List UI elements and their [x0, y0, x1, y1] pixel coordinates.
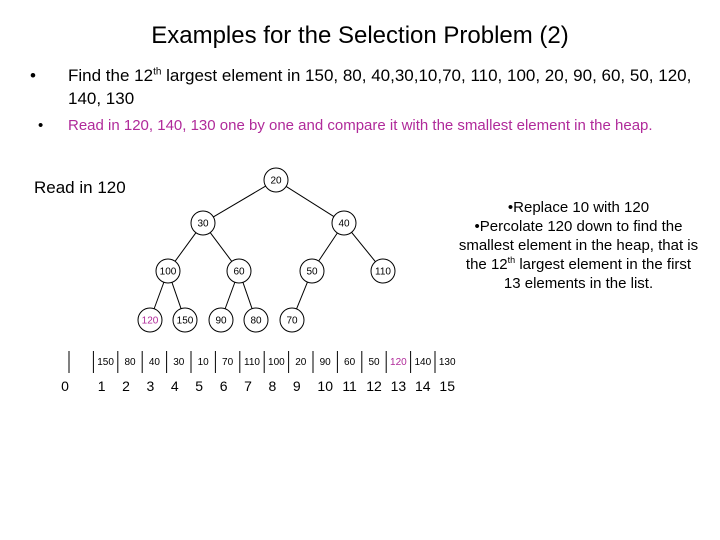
heap-node — [191, 211, 215, 235]
array-cell-value: 100 — [268, 357, 285, 368]
side-note-line1: •Replace 10 with 120 — [507, 199, 650, 216]
bullet-symbol: • — [38, 117, 44, 134]
array-index-label: 13 — [390, 378, 407, 394]
heap-node-label: 40 — [338, 218, 350, 230]
array-index-label: 15 — [439, 378, 455, 394]
tree-edge — [213, 186, 265, 217]
array-cell-value: 140 — [414, 357, 432, 368]
array-index-label: 4 — [170, 378, 179, 394]
heap-node-label: 110 — [375, 266, 391, 278]
array-index-label: 7 — [244, 378, 252, 394]
heap-node — [173, 308, 197, 332]
array-cell-value: 20 — [295, 357, 307, 368]
array-index-label: 1 — [97, 378, 106, 394]
array-index-label: 10 — [317, 378, 333, 394]
array-index-label: 11 — [342, 378, 357, 394]
array-cell-value: 30 — [173, 357, 185, 368]
slide-title: Examples for the Selection Problem (2) — [151, 22, 569, 49]
tree-edge — [352, 232, 376, 261]
heap-node-label: 150 — [176, 315, 194, 327]
array-cell-value: 120 — [390, 357, 407, 368]
array-indices — [61, 378, 455, 394]
array-cell-value: 70 — [222, 357, 234, 368]
tree-edge — [286, 186, 334, 216]
superscript-th: th — [153, 66, 162, 78]
array-index-label: 12 — [366, 378, 382, 394]
heap-node — [209, 308, 233, 332]
tree-edge — [243, 282, 252, 308]
tree-edge — [172, 282, 181, 308]
array-cell-value: 150 — [97, 357, 114, 368]
heap-node — [227, 259, 251, 283]
heap-node-label: 30 — [197, 218, 209, 230]
heap-node-label: 70 — [286, 315, 298, 327]
tree-edge — [297, 282, 308, 309]
tree-edge — [154, 282, 164, 308]
heap-node-label: 80 — [250, 315, 262, 327]
heap-node — [138, 308, 162, 332]
tree-edge — [225, 282, 235, 308]
heap-node — [300, 259, 324, 283]
array-cell-value: 40 — [148, 357, 160, 368]
array-index-label: 9 — [292, 378, 301, 394]
array-cell-value: 80 — [124, 357, 136, 368]
array-index-label: 5 — [195, 378, 204, 394]
heap-node — [332, 211, 356, 235]
array-cell-value: 50 — [368, 357, 380, 368]
bullet-symbol: • — [30, 66, 36, 85]
tree-edge — [210, 233, 232, 262]
array-cell-value: 110 — [244, 357, 260, 368]
tree-edge — [319, 233, 338, 261]
bullet-text: Read in 120, 140, 130 one by one and compare it with the smallest element in the heap. — [68, 117, 653, 134]
array-cell-value: 130 — [438, 357, 456, 368]
array-cell-value: 10 — [197, 357, 209, 368]
heap-node — [156, 259, 180, 283]
array-cell-value: 60 — [344, 357, 356, 368]
heap-node — [244, 308, 268, 332]
array-index-label: 8 — [268, 378, 277, 394]
array-index-label: 0 — [61, 378, 69, 394]
side-note-line2: •Percolate 120 down to find the smallest element in the heap, that is the 12th largest element in the first 13 elements in the list. — [458, 218, 699, 292]
array-index-label: 3 — [146, 378, 155, 394]
heap-node-label: 20 — [270, 175, 282, 187]
heap-node — [264, 168, 288, 192]
array-index-label: 6 — [219, 378, 228, 394]
bullet-text: Find the 12th largest element in 150, 80, 40,30,10,70, 110, 100, 20, 90, 60, 50, 120, 140, 130 — [68, 66, 692, 108]
array-cell-value: 90 — [319, 357, 331, 368]
heap-node-label: 100 — [159, 266, 177, 278]
read-in-label: Read in 120 — [34, 178, 126, 197]
heap-node-label: 60 — [233, 266, 245, 278]
heap-node — [371, 259, 395, 283]
heap-node-label: 120 — [141, 315, 159, 327]
tree-edge — [175, 233, 196, 262]
tree-edges — [154, 186, 375, 309]
array-index-label: 2 — [122, 378, 130, 394]
heap-node-label: 50 — [306, 266, 318, 278]
heap-node — [280, 308, 304, 332]
array-index-label: 14 — [415, 378, 431, 394]
heap-node-label: 90 — [215, 315, 227, 327]
array-row — [69, 351, 456, 373]
